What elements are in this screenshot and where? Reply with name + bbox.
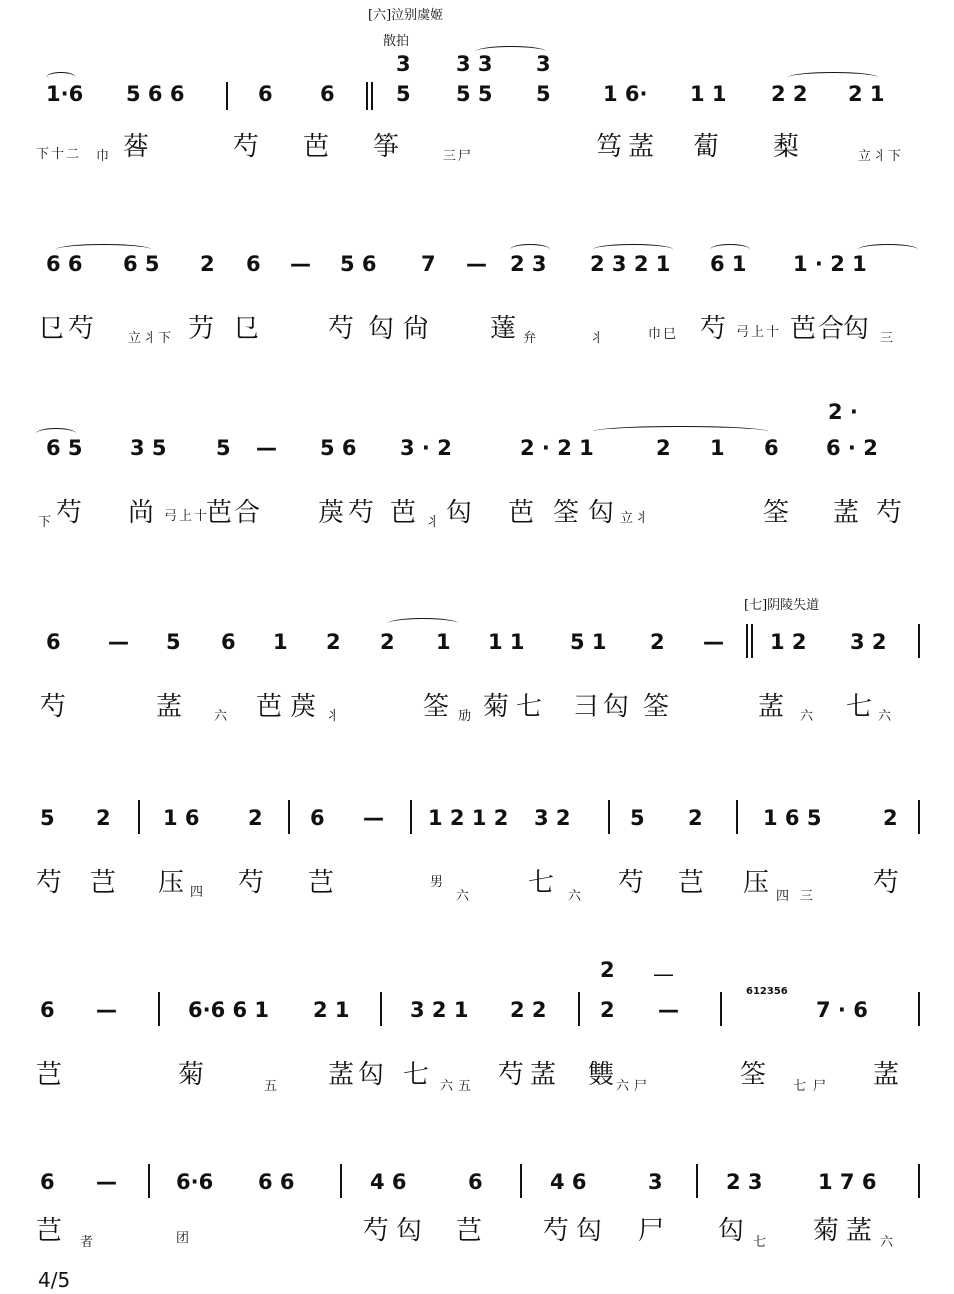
tab-glyph: 㔾 [233, 314, 262, 344]
tab-glyph: 五 [264, 1079, 280, 1094]
note: — [658, 998, 679, 1022]
slur [476, 46, 546, 57]
slur [46, 72, 76, 83]
tab-glyph: 菊 [178, 1060, 207, 1090]
slur [510, 244, 550, 255]
tab-glyph: 匃 [368, 314, 397, 344]
note: 2 3 [726, 1170, 763, 1194]
upper-note: 3 [396, 52, 411, 76]
tab-glyph: 芍 [68, 314, 97, 344]
note: 2 1 [313, 998, 350, 1022]
staff-row-2 [28, 252, 928, 372]
note: 2 [248, 806, 263, 830]
barline [918, 800, 920, 834]
staff-row-5 [28, 806, 928, 926]
tab-glyph: 尙 [403, 314, 432, 344]
tab-glyph: 芭合 [790, 314, 847, 344]
tab-glyph: 四 [190, 885, 206, 900]
note: 6 [468, 1170, 483, 1194]
tab-glyph: 六 [800, 709, 816, 724]
tab-glyph: 匃 [358, 1060, 387, 1090]
tab-glyph: 芑 [456, 1216, 485, 1246]
tab-glyph: 三 [880, 331, 896, 346]
tab-glyph: 弓上十 [164, 509, 210, 524]
dash: — [653, 962, 674, 986]
tab-glyph: 筌 [763, 498, 792, 528]
double-barline [746, 624, 748, 658]
upper-note: 3 [536, 52, 551, 76]
tab-glyph: 丬 [426, 515, 442, 530]
tab-glyph: 三 [800, 889, 816, 904]
tab-glyph: 薘 [490, 314, 519, 344]
barline [608, 800, 610, 834]
tab-glyph: 尸 [813, 1079, 829, 1094]
barline [340, 1164, 342, 1198]
tab-glyph: 立丬 [620, 511, 651, 526]
tab-glyph: 䔧 [773, 132, 802, 162]
staff-row-4 [28, 630, 928, 750]
note: 2 [650, 630, 665, 654]
note: 7 · 6 [816, 998, 868, 1022]
note: 1 6 [163, 806, 200, 830]
note: 5 1 [570, 630, 607, 654]
tab-glyph: 芀 [188, 314, 217, 344]
note: 5 [216, 436, 231, 460]
tab-glyph: 匃 [396, 1216, 425, 1246]
note: 3 [648, 1170, 663, 1194]
tab-glyph: 芑 [36, 1060, 65, 1090]
barline [736, 800, 738, 834]
tab-glyph: 䓞 [318, 498, 347, 528]
tab-glyph: 团 [176, 1231, 192, 1246]
section-title-7: [七]阴陵失道 [744, 598, 820, 613]
barline [720, 992, 722, 1026]
slur [36, 428, 76, 439]
note: 2 1 [848, 82, 885, 106]
note: 2 [96, 806, 111, 830]
slur [858, 244, 918, 255]
tab-glyph: 男 [430, 875, 446, 890]
note: — [96, 998, 117, 1022]
tab-glyph: 㔾 [38, 314, 67, 344]
tab-glyph: 下十二 [36, 147, 82, 162]
tab-glyph: 匃 [446, 498, 475, 528]
tab-glyph: 芑 [90, 868, 119, 898]
barline [918, 624, 920, 658]
tab-glyph: 菊 [813, 1216, 842, 1246]
note: — [96, 1170, 117, 1194]
tab-glyph: 芍 [328, 314, 357, 344]
tab-glyph: 压 [158, 868, 187, 898]
staff-row-6 [28, 958, 928, 1118]
note: — [256, 436, 277, 460]
tab-glyph: 巾 [96, 149, 112, 164]
note: 7 [421, 252, 436, 276]
tab-glyph: 巾巳 [648, 327, 679, 342]
note: 1 1 [488, 630, 525, 654]
note: 2 2 [771, 82, 808, 106]
tab-glyph: 芍 [348, 498, 377, 528]
tab-glyph: 筌 [643, 692, 672, 722]
tab-glyph: 䓞 [290, 692, 319, 722]
slur [593, 426, 768, 437]
note: 2 · 2 1 [520, 436, 594, 460]
barline [288, 800, 290, 834]
note: 3 5 [130, 436, 167, 460]
note: 6 [258, 82, 273, 106]
tab-glyph: 六 [568, 889, 584, 904]
note: 6 6 [46, 252, 83, 276]
double-barline [366, 82, 368, 110]
note: 6·6 6 1 [188, 998, 270, 1022]
tab-glyph: 芍 [876, 498, 905, 528]
tab-glyph: 者 [80, 1235, 96, 1250]
note: 4 6 [370, 1170, 407, 1194]
note: 2 2 [510, 998, 547, 1022]
tab-glyph: 七 [753, 1235, 769, 1250]
tab-glyph: 七 [403, 1060, 432, 1090]
note: 6 [46, 630, 61, 654]
note: 1·6 [46, 82, 84, 106]
tab-glyph: 芍 [873, 868, 902, 898]
note: 4 6 [550, 1170, 587, 1194]
tab-glyph: 䓝 [846, 1216, 875, 1246]
note: 1 6 5 [763, 806, 822, 830]
note: 1 2 [770, 630, 807, 654]
slur [388, 618, 458, 629]
note: 1 1 [690, 82, 727, 106]
tab-glyph: 䓘 [123, 132, 152, 162]
tab-glyph: 尸 [638, 1216, 667, 1246]
tab-glyph: 䓝 [758, 692, 787, 722]
note: 5 [536, 82, 551, 106]
tab-glyph: 立丬下 [858, 149, 904, 164]
tempo-marking: 散拍 [383, 34, 410, 49]
tab-glyph: 筌 [553, 498, 582, 528]
barline [578, 992, 580, 1026]
barline [158, 992, 160, 1026]
barline [918, 1164, 920, 1198]
note: 1 6· [603, 82, 648, 106]
note: — [363, 806, 384, 830]
tab-glyph: 芍 [498, 1060, 527, 1090]
note: 1 · 2 1 [793, 252, 867, 276]
tab-glyph: 䓝 [833, 498, 862, 528]
upper-note: 2 [600, 958, 615, 982]
note: — [108, 630, 129, 654]
page-number: 4/5 [38, 1268, 71, 1292]
tab-glyph: 弁 [523, 331, 539, 346]
barline [410, 800, 412, 834]
tab-glyph: 芑 [308, 868, 337, 898]
tab-glyph: 䓝 [628, 132, 657, 162]
tab-glyph: 五 [458, 1079, 474, 1094]
note: 6 [310, 806, 325, 830]
tab-glyph: 芭 [303, 132, 332, 162]
tab-glyph: 七 [516, 692, 545, 722]
section-title-6: [六]泣别虞姬 [368, 8, 444, 23]
note: 2 [883, 806, 898, 830]
note: 2 3 [510, 252, 547, 276]
tab-glyph: 六 [214, 709, 230, 724]
note: — [703, 630, 724, 654]
note: 6 6 [258, 1170, 295, 1194]
tab-glyph: 四 [776, 889, 792, 904]
tab-glyph: 芍 [543, 1216, 572, 1246]
note: 3 2 [850, 630, 887, 654]
note: 6 5 [46, 436, 83, 460]
tab-glyph: 六 [616, 1079, 632, 1094]
note: 3 2 1 [410, 998, 469, 1022]
tab-glyph: 六 [878, 709, 894, 724]
note: 6 [221, 630, 236, 654]
tab-glyph: 七 [528, 868, 557, 898]
note: 2 [656, 436, 671, 460]
double-barline [371, 82, 373, 110]
tab-glyph: 菊 [483, 692, 512, 722]
note: 6 [764, 436, 779, 460]
note: — [466, 252, 487, 276]
tab-glyph: 䓝 [156, 692, 185, 722]
note: 5 6 [320, 436, 357, 460]
note: 6 5 [123, 252, 160, 276]
tab-glyph: 䓝 [530, 1060, 559, 1090]
note: 5 6 [340, 252, 377, 276]
tab-glyph: 压 [743, 868, 772, 898]
tab-glyph: 匃 [718, 1216, 747, 1246]
tab-glyph: 芍 [56, 498, 85, 528]
note: 5 [396, 82, 411, 106]
barline [148, 1164, 150, 1198]
staff-row-1 [28, 52, 928, 192]
tab-glyph: 筌 [740, 1060, 769, 1090]
staff-row-7 [28, 1170, 928, 1270]
tab-glyph: 丬 [326, 709, 342, 724]
note: 6 · 2 [826, 436, 878, 460]
note: 6 [320, 82, 335, 106]
upper-note: 3 3 [456, 52, 493, 76]
note: 5 [166, 630, 181, 654]
tab-glyph: 七 [846, 692, 875, 722]
barline [380, 992, 382, 1026]
tab-glyph: 立丬下 [128, 331, 174, 346]
tab-glyph: 弓上十 [736, 325, 782, 340]
note: 2 3 2 1 [590, 252, 671, 276]
note: 3 · 2 [400, 436, 452, 460]
tab-glyph: 匃 [843, 314, 872, 344]
note: 6 [40, 1170, 55, 1194]
note: — [290, 252, 311, 276]
note: 6 [246, 252, 261, 276]
tab-glyph: 尸 [634, 1079, 650, 1094]
tab-glyph: 芍 [618, 868, 647, 898]
tab-glyph: 芭合 [206, 498, 263, 528]
note: 612356 [746, 986, 788, 997]
tab-glyph: 六 [440, 1079, 456, 1094]
upper-note: 2 · [828, 400, 858, 424]
note: 1 7 6 [818, 1170, 877, 1194]
tab-glyph: 芭 [256, 692, 285, 722]
note: 2 [326, 630, 341, 654]
note: 2 [380, 630, 395, 654]
tab-glyph: 尚 [128, 498, 157, 528]
tab-glyph: 芭 [390, 498, 419, 528]
tab-glyph: 芍 [40, 692, 69, 722]
tab-glyph: 六 [456, 889, 472, 904]
tab-glyph: 䨇 [588, 1060, 617, 1090]
tab-glyph: 芍 [238, 868, 267, 898]
double-barline [751, 624, 753, 658]
note: 5 6 6 [126, 82, 185, 106]
note: 1 [710, 436, 725, 460]
note: 1 2 1 2 [428, 806, 509, 830]
note: 3 2 [534, 806, 571, 830]
tab-glyph: 筌 [423, 692, 452, 722]
tab-glyph: 匃 [576, 1216, 605, 1246]
tab-glyph: 三尸 [443, 149, 474, 164]
note: 6 [40, 998, 55, 1022]
note: 5 5 [456, 82, 493, 106]
slur [56, 244, 151, 255]
barline [696, 1164, 698, 1198]
tab-glyph: 芍 [363, 1216, 392, 1246]
note: 5 [630, 806, 645, 830]
note: 2 [688, 806, 703, 830]
tab-glyph: 䓝 [873, 1060, 902, 1090]
tab-glyph: 彐 [573, 692, 602, 722]
barline [226, 82, 228, 110]
note: 1 [273, 630, 288, 654]
tab-glyph: 䓝 [328, 1060, 357, 1090]
tab-glyph: 芑 [36, 1216, 65, 1246]
tab-glyph: 七 [793, 1079, 809, 1094]
barline [520, 1164, 522, 1198]
barline [918, 992, 920, 1026]
tab-glyph: 芍 [36, 868, 65, 898]
note: 5 [40, 806, 55, 830]
tab-glyph: 匃 [588, 498, 617, 528]
tab-glyph: 芑 [678, 868, 707, 898]
tab-glyph: 六 [880, 1235, 896, 1250]
tab-glyph: 蔔 [693, 132, 722, 162]
tab-glyph: 匃 [603, 692, 632, 722]
tab-glyph: 芍 [233, 132, 262, 162]
note: 6 1 [710, 252, 747, 276]
note: 2 [600, 998, 615, 1022]
tab-glyph: 芍 [700, 314, 729, 344]
tab-glyph: 下 [38, 515, 54, 530]
tab-glyph: 劢 [458, 709, 474, 724]
barline [138, 800, 140, 834]
tab-glyph: 丬 [590, 331, 606, 346]
tab-glyph: 笃 [596, 132, 625, 162]
note: 1 [436, 630, 451, 654]
tab-glyph: 芭 [508, 498, 537, 528]
note: 2 [200, 252, 215, 276]
tab-glyph: 筝 [373, 132, 402, 162]
slur [710, 244, 750, 255]
slur [788, 72, 878, 83]
note: 6·6 [176, 1170, 214, 1194]
slur [593, 244, 673, 255]
staff-row-3 [28, 400, 928, 556]
